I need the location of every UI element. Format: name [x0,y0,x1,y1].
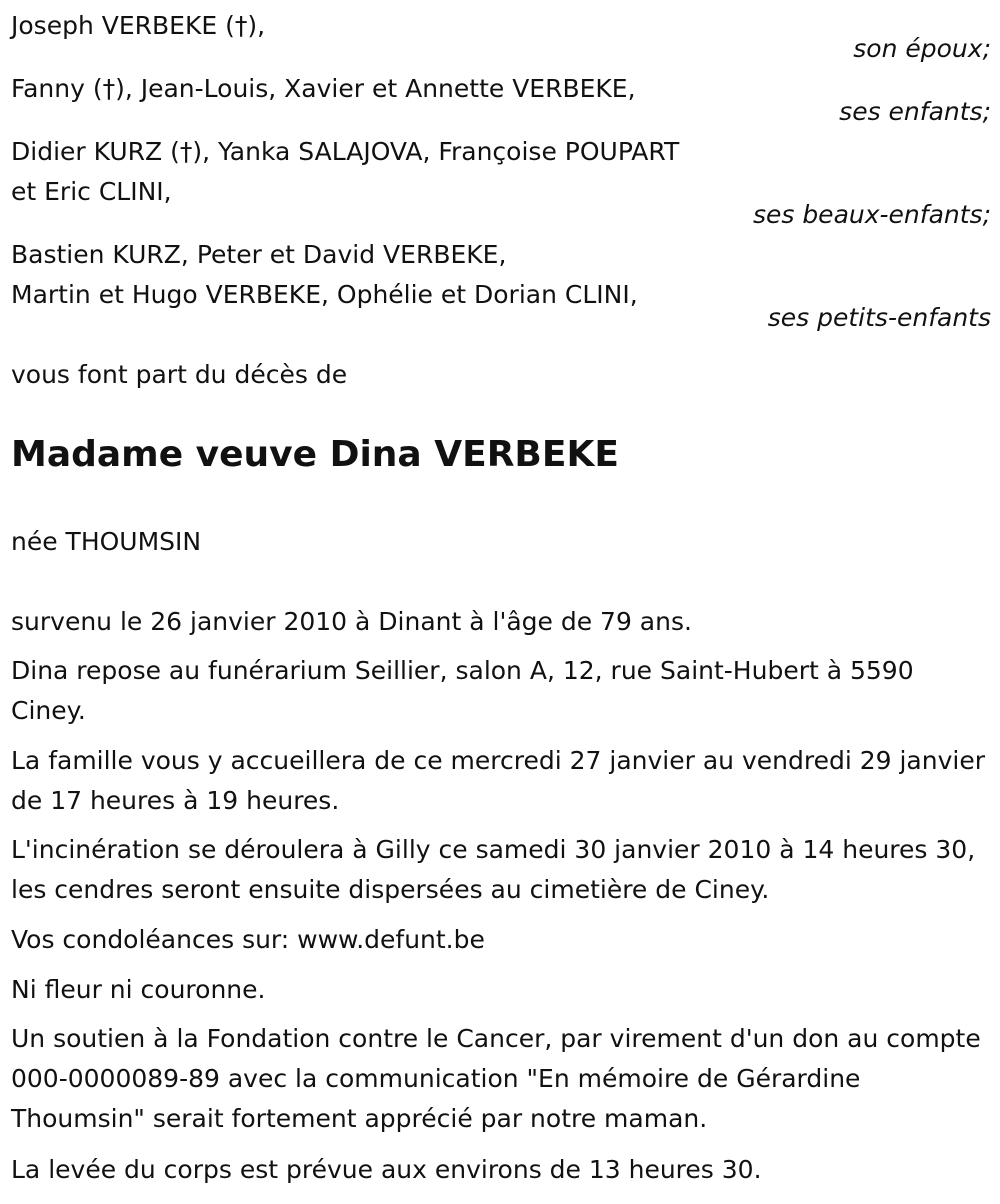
family-line-spouse: Joseph VERBEKE (†), [11,11,266,40]
family-line-grandchildren-1: Bastien KURZ, Peter et David VERBEKE, [11,240,507,269]
paragraph-date: survenu le 26 janvier 2010 à Dinant à l'âge de 79 ans. [11,607,692,636]
family-line-stepchildren-1: Didier KURZ (†), Yanka SALAJOVA, Françoise POUPART [11,137,680,166]
paragraph-visiting-hours: La famille vous y accueillera de ce mercredi 27 janvier au vendredi 29 janvier de 17 heures à 19 heures. [11,746,985,815]
maiden-name: née THOUMSIN [11,527,202,556]
family-line-stepchildren-2: et Eric CLINI, [11,177,172,206]
role-spouse: son époux; [853,34,991,63]
paragraph-condolences: Vos condoléances sur: www.defunt.be [11,925,485,954]
paragraph-levee: La levée du corps est prévue aux environs de 13 heures 30. [11,1155,762,1184]
paragraph-donation: Un soutien à la Fondation contre le Cancer, par virement d'un don au compte 000-0000089-89 avec la communication "En mémoire de Gérardine Thoumsin" serait fortement apprécié par notre maman. [11,1024,981,1133]
paragraph-funeral-home: Dina repose au funérarium Seillier, salon A, 12, rue Saint-Hubert à 5590 Ciney. [11,656,914,725]
family-line-grandchildren-2: Martin et Hugo VERBEKE, Ophélie et Dorian CLINI, [11,280,638,309]
paragraph-cremation: L'incinération se déroulera à Gilly ce samedi 30 janvier 2010 à 14 heures 30, les cendres seront ensuite dispersées au cimetière de Ciney. [11,835,976,904]
paragraph-no-flowers: Ni fleur ni couronne. [11,975,266,1004]
role-grandchildren: ses petits-enfants [767,303,991,332]
role-stepchildren: ses beaux-enfants; [752,200,991,229]
family-line-children: Fanny (†), Jean-Louis, Xavier et Annette VERBEKE, [11,74,636,103]
role-children: ses enfants; [839,97,991,126]
deceased-name: Madame veuve Dina VERBEKE [11,434,619,475]
intro-text: vous font part du décès de [11,360,348,389]
